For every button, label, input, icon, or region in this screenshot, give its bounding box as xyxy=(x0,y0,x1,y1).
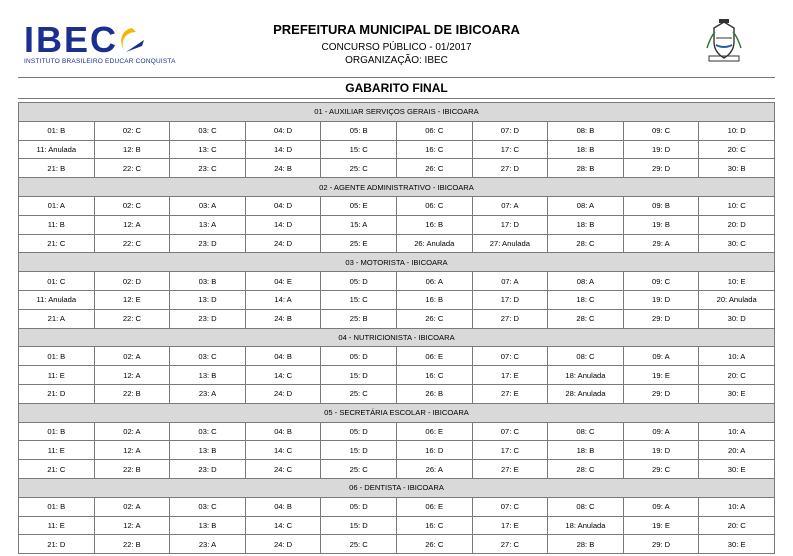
answer-cell: 27: C xyxy=(472,535,548,554)
answer-cell: 25: B xyxy=(321,309,397,328)
answer-cell: 05: D xyxy=(321,422,397,441)
answer-cell: 08: A xyxy=(548,272,624,291)
section-title: 03 - MOTORISTA - IBICOARA xyxy=(19,253,775,272)
section-header-row xyxy=(19,403,775,422)
answer-cell: 24: C xyxy=(245,460,321,479)
answer-cell: 13: B xyxy=(170,441,246,460)
answer-cell: 12: A xyxy=(94,516,170,535)
answer-cell: 11: Anulada xyxy=(19,290,95,309)
page-title: PREFEITURA MUNICIPAL DE IBICOARA xyxy=(273,22,520,37)
answer-cell: 23: C xyxy=(170,159,246,178)
answer-cell: 28: C xyxy=(548,460,624,479)
answer-cell: 23: D xyxy=(170,460,246,479)
answer-cell: 16: C xyxy=(396,140,472,159)
contest-subtitle: CONCURSO PÚBLICO - 01/2017 xyxy=(321,42,472,53)
answer-cell: 02: A xyxy=(94,347,170,366)
answer-cell: 26: C xyxy=(396,159,472,178)
answer-cell: 15: C xyxy=(321,140,397,159)
answer-cell: 11: E xyxy=(19,441,95,460)
answer-cell: 08: A xyxy=(548,196,624,215)
answer-cell: 18: B xyxy=(548,441,624,460)
answer-cell: 02: D xyxy=(94,272,170,291)
table-row xyxy=(19,422,775,441)
answer-cell: 08: B xyxy=(548,121,624,140)
answer-cell: 01: B xyxy=(19,121,95,140)
answer-cell: 17: E xyxy=(472,516,548,535)
answer-cell: 26: A xyxy=(396,460,472,479)
answer-cell: 11: E xyxy=(19,366,95,385)
answer-cell: 09: C xyxy=(623,272,699,291)
answer-cell: 25: C xyxy=(321,460,397,479)
answer-cell: 11: B xyxy=(19,215,95,234)
answer-cell: 15: D xyxy=(321,441,397,460)
answer-cell: 30: E xyxy=(699,384,775,403)
answer-cell: 13: B xyxy=(170,516,246,535)
answer-cell: 09: A xyxy=(623,347,699,366)
answer-cell: 17: D xyxy=(472,290,548,309)
answer-cell: 02: C xyxy=(94,121,170,140)
logo-subtitle: INSTITUTO BRASILEIRO EDUCAR CONQUISTA xyxy=(24,58,176,65)
answer-cell: 30: C xyxy=(699,234,775,253)
answer-cell: 06: C xyxy=(396,196,472,215)
answer-cell: 28: B xyxy=(548,159,624,178)
organization-subtitle: ORGANIZAÇÃO: IBEC xyxy=(345,55,448,66)
table-row xyxy=(19,234,775,253)
answer-cell: 07: C xyxy=(472,422,548,441)
answer-cell: 12: A xyxy=(94,441,170,460)
table-row xyxy=(19,196,775,215)
answer-cell: 20: C xyxy=(699,516,775,535)
answer-cell: 26: B xyxy=(396,384,472,403)
answer-cell: 14: A xyxy=(245,290,321,309)
answer-cell: 11: Anulada xyxy=(19,140,95,159)
answer-cell: 08: C xyxy=(548,497,624,516)
answer-cell: 16: D xyxy=(396,441,472,460)
answer-cell: 15: C xyxy=(321,290,397,309)
answer-cell: 21: D xyxy=(19,384,95,403)
section-title: 04 - NUTRICIONISTA - IBICOARA xyxy=(19,328,775,347)
section-header-row xyxy=(19,103,775,122)
section-title: 02 - AGENTE ADMINISTRATIVO - IBICOARA xyxy=(19,178,775,197)
answer-cell: 03: C xyxy=(170,347,246,366)
answer-cell: 14: D xyxy=(245,140,321,159)
answer-cell: 23: D xyxy=(170,234,246,253)
answer-cell: 14: C xyxy=(245,516,321,535)
answer-cell: 23: D xyxy=(170,309,246,328)
answer-cell: 21: C xyxy=(19,460,95,479)
answer-cell: 06: A xyxy=(396,272,472,291)
answer-cell: 12: A xyxy=(94,215,170,234)
answer-cell: 10: A xyxy=(699,422,775,441)
answer-cell: 09: A xyxy=(623,422,699,441)
answer-cell: 29: D xyxy=(623,535,699,554)
municipal-crest-icon xyxy=(701,18,747,64)
answer-cell: 03: C xyxy=(170,422,246,441)
answer-cell: 20: A xyxy=(699,441,775,460)
answer-cell: 07: C xyxy=(472,497,548,516)
section-title: 06 - DENTISTA - IBICOARA xyxy=(19,478,775,497)
answer-cell: 03: C xyxy=(170,497,246,516)
table-row xyxy=(19,272,775,291)
table-row xyxy=(19,140,775,159)
answer-cell: 27: D xyxy=(472,159,548,178)
answer-cell: 22: B xyxy=(94,535,170,554)
answer-cell: 18: B xyxy=(548,215,624,234)
answer-cell: 07: A xyxy=(472,196,548,215)
answer-cell: 28: Anulada xyxy=(548,384,624,403)
answer-cell: 30: B xyxy=(699,159,775,178)
answer-cell: 18: C xyxy=(548,290,624,309)
answer-cell: 12: E xyxy=(94,290,170,309)
answer-cell: 02: A xyxy=(94,497,170,516)
answer-cell: 15: D xyxy=(321,516,397,535)
answer-cell: 29: D xyxy=(623,159,699,178)
answer-cell: 04: E xyxy=(245,272,321,291)
answer-cell: 25: C xyxy=(321,384,397,403)
table-row xyxy=(19,441,775,460)
answer-cell: 16: B xyxy=(396,290,472,309)
answer-cell: 01: B xyxy=(19,422,95,441)
answer-cell: 01: A xyxy=(19,196,95,215)
answer-cell: 07: D xyxy=(472,121,548,140)
answer-cell: 09: A xyxy=(623,497,699,516)
answer-cell: 07: C xyxy=(472,347,548,366)
answer-cell: 03: A xyxy=(170,196,246,215)
answer-cell: 22: B xyxy=(94,384,170,403)
answer-cell: 26: C xyxy=(396,309,472,328)
answer-cell: 26: Anulada xyxy=(396,234,472,253)
section-header-row xyxy=(19,328,775,347)
answer-cell: 30: E xyxy=(699,460,775,479)
answer-cell: 17: D xyxy=(472,215,548,234)
answer-cell: 19: D xyxy=(623,441,699,460)
answer-cell: 21: A xyxy=(19,309,95,328)
answer-cell: 29: D xyxy=(623,309,699,328)
answer-cell: 10: A xyxy=(699,347,775,366)
answer-key-table xyxy=(18,102,775,554)
answer-cell: 23: A xyxy=(170,535,246,554)
answer-cell: 28: B xyxy=(548,535,624,554)
answer-cell: 17: C xyxy=(472,441,548,460)
answer-cell: 08: C xyxy=(548,422,624,441)
answer-cell: 19: B xyxy=(623,215,699,234)
section-title: 05 - SECRETÁRIA ESCOLAR - IBICOARA xyxy=(19,403,775,422)
answer-cell: 30: D xyxy=(699,309,775,328)
section-header-row xyxy=(19,478,775,497)
table-row xyxy=(19,366,775,385)
answer-cell: 29: C xyxy=(623,460,699,479)
answer-cell: 06: E xyxy=(396,422,472,441)
answer-cell: 10: E xyxy=(699,272,775,291)
answer-cell: 19: E xyxy=(623,366,699,385)
answer-cell: 12: A xyxy=(94,366,170,385)
answer-cell: 19: D xyxy=(623,290,699,309)
answer-cell: 25: E xyxy=(321,234,397,253)
answer-cell: 16: B xyxy=(396,215,472,234)
answer-cell: 22: C xyxy=(94,159,170,178)
answer-cell: 20: C xyxy=(699,140,775,159)
table-row xyxy=(19,159,775,178)
answer-cell: 12: B xyxy=(94,140,170,159)
answer-cell: 13: D xyxy=(170,290,246,309)
answer-cell: 21: C xyxy=(19,234,95,253)
answer-cell: 29: A xyxy=(623,234,699,253)
answer-cell: 04: B xyxy=(245,497,321,516)
answer-cell: 18: Anulada xyxy=(548,516,624,535)
answer-cell: 14: C xyxy=(245,441,321,460)
answer-cell: 01: B xyxy=(19,497,95,516)
table-row xyxy=(19,535,775,554)
answer-cell: 28: C xyxy=(548,234,624,253)
answer-cell: 06: E xyxy=(396,347,472,366)
table-row xyxy=(19,347,775,366)
answer-cell: 16: C xyxy=(396,366,472,385)
answer-cell: 03: B xyxy=(170,272,246,291)
answer-cell: 09: C xyxy=(623,121,699,140)
answer-cell: 04: B xyxy=(245,347,321,366)
answer-cell: 22: C xyxy=(94,309,170,328)
answer-cell: 30: E xyxy=(699,535,775,554)
answer-cell: 04: B xyxy=(245,422,321,441)
answer-cell: 13: A xyxy=(170,215,246,234)
answer-cell: 20: D xyxy=(699,215,775,234)
answer-cell: 26: C xyxy=(396,535,472,554)
table-row xyxy=(19,290,775,309)
answer-cell: 21: B xyxy=(19,159,95,178)
answer-cell: 04: D xyxy=(245,196,321,215)
answer-cell: 15: A xyxy=(321,215,397,234)
table-row xyxy=(19,497,775,516)
answer-cell: 25: C xyxy=(321,535,397,554)
answer-cell: 20: C xyxy=(699,366,775,385)
answer-cell: 05: B xyxy=(321,121,397,140)
logo-text: IBEC xyxy=(24,19,119,60)
answer-cell: 06: C xyxy=(396,121,472,140)
table-row xyxy=(19,121,775,140)
table-row xyxy=(19,309,775,328)
answer-cell: 17: C xyxy=(472,140,548,159)
answer-cell: 05: E xyxy=(321,196,397,215)
answer-cell: 10: A xyxy=(699,497,775,516)
answer-cell: 19: D xyxy=(623,140,699,159)
answer-cell: 24: B xyxy=(245,159,321,178)
answer-cell: 27: D xyxy=(472,309,548,328)
answer-cell: 11: E xyxy=(19,516,95,535)
table-row xyxy=(19,215,775,234)
answer-cell: 18: B xyxy=(548,140,624,159)
answer-cell: 22: B xyxy=(94,460,170,479)
answer-cell: 01: B xyxy=(19,347,95,366)
answer-cell: 10: C xyxy=(699,196,775,215)
section-title: 01 - AUXILIAR SERVIÇOS GERAIS - IBICOARA xyxy=(19,103,775,122)
answer-cell: 14: C xyxy=(245,366,321,385)
answer-cell: 03: C xyxy=(170,121,246,140)
answer-cell: 08: C xyxy=(548,347,624,366)
answer-cell: 07: A xyxy=(472,272,548,291)
answer-cell: 22: C xyxy=(94,234,170,253)
answer-cell: 01: C xyxy=(19,272,95,291)
answer-cell: 24: B xyxy=(245,309,321,328)
answer-cell: 19: E xyxy=(623,516,699,535)
answer-cell: 23: A xyxy=(170,384,246,403)
section-header-row xyxy=(19,178,775,197)
answer-cell: 24: D xyxy=(245,234,321,253)
answer-cell: 04: D xyxy=(245,121,321,140)
answer-cell: 06: E xyxy=(396,497,472,516)
answer-cell: 02: A xyxy=(94,422,170,441)
answer-cell: 05: D xyxy=(321,497,397,516)
answer-cell: 20: Anulada xyxy=(699,290,775,309)
answer-cell: 15: D xyxy=(321,366,397,385)
answer-cell: 14: D xyxy=(245,215,321,234)
table-row xyxy=(19,516,775,535)
answer-cell: 13: B xyxy=(170,366,246,385)
answer-cell: 10: D xyxy=(699,121,775,140)
answer-cell: 25: C xyxy=(321,159,397,178)
answer-cell: 29: D xyxy=(623,384,699,403)
answer-cell: 13: C xyxy=(170,140,246,159)
table-row xyxy=(19,460,775,479)
answer-cell: 02: C xyxy=(94,196,170,215)
answer-cell: 24: D xyxy=(245,384,321,403)
table-row xyxy=(19,384,775,403)
answer-cell: 27: E xyxy=(472,384,548,403)
answer-cell: 05: D xyxy=(321,272,397,291)
answer-cell: 05: D xyxy=(321,347,397,366)
answer-cell: 21: D xyxy=(19,535,95,554)
answer-cell: 24: D xyxy=(245,535,321,554)
section-header-row xyxy=(19,253,775,272)
answer-cell: 17: E xyxy=(472,366,548,385)
answer-cell: 18: Anulada xyxy=(548,366,624,385)
answer-cell: 27: E xyxy=(472,460,548,479)
answer-cell: 16: C xyxy=(396,516,472,535)
answer-cell: 27: Anulada xyxy=(472,234,548,253)
answer-cell: 09: B xyxy=(623,196,699,215)
document-title: GABARITO FINAL xyxy=(18,77,775,99)
answer-cell: 28: C xyxy=(548,309,624,328)
